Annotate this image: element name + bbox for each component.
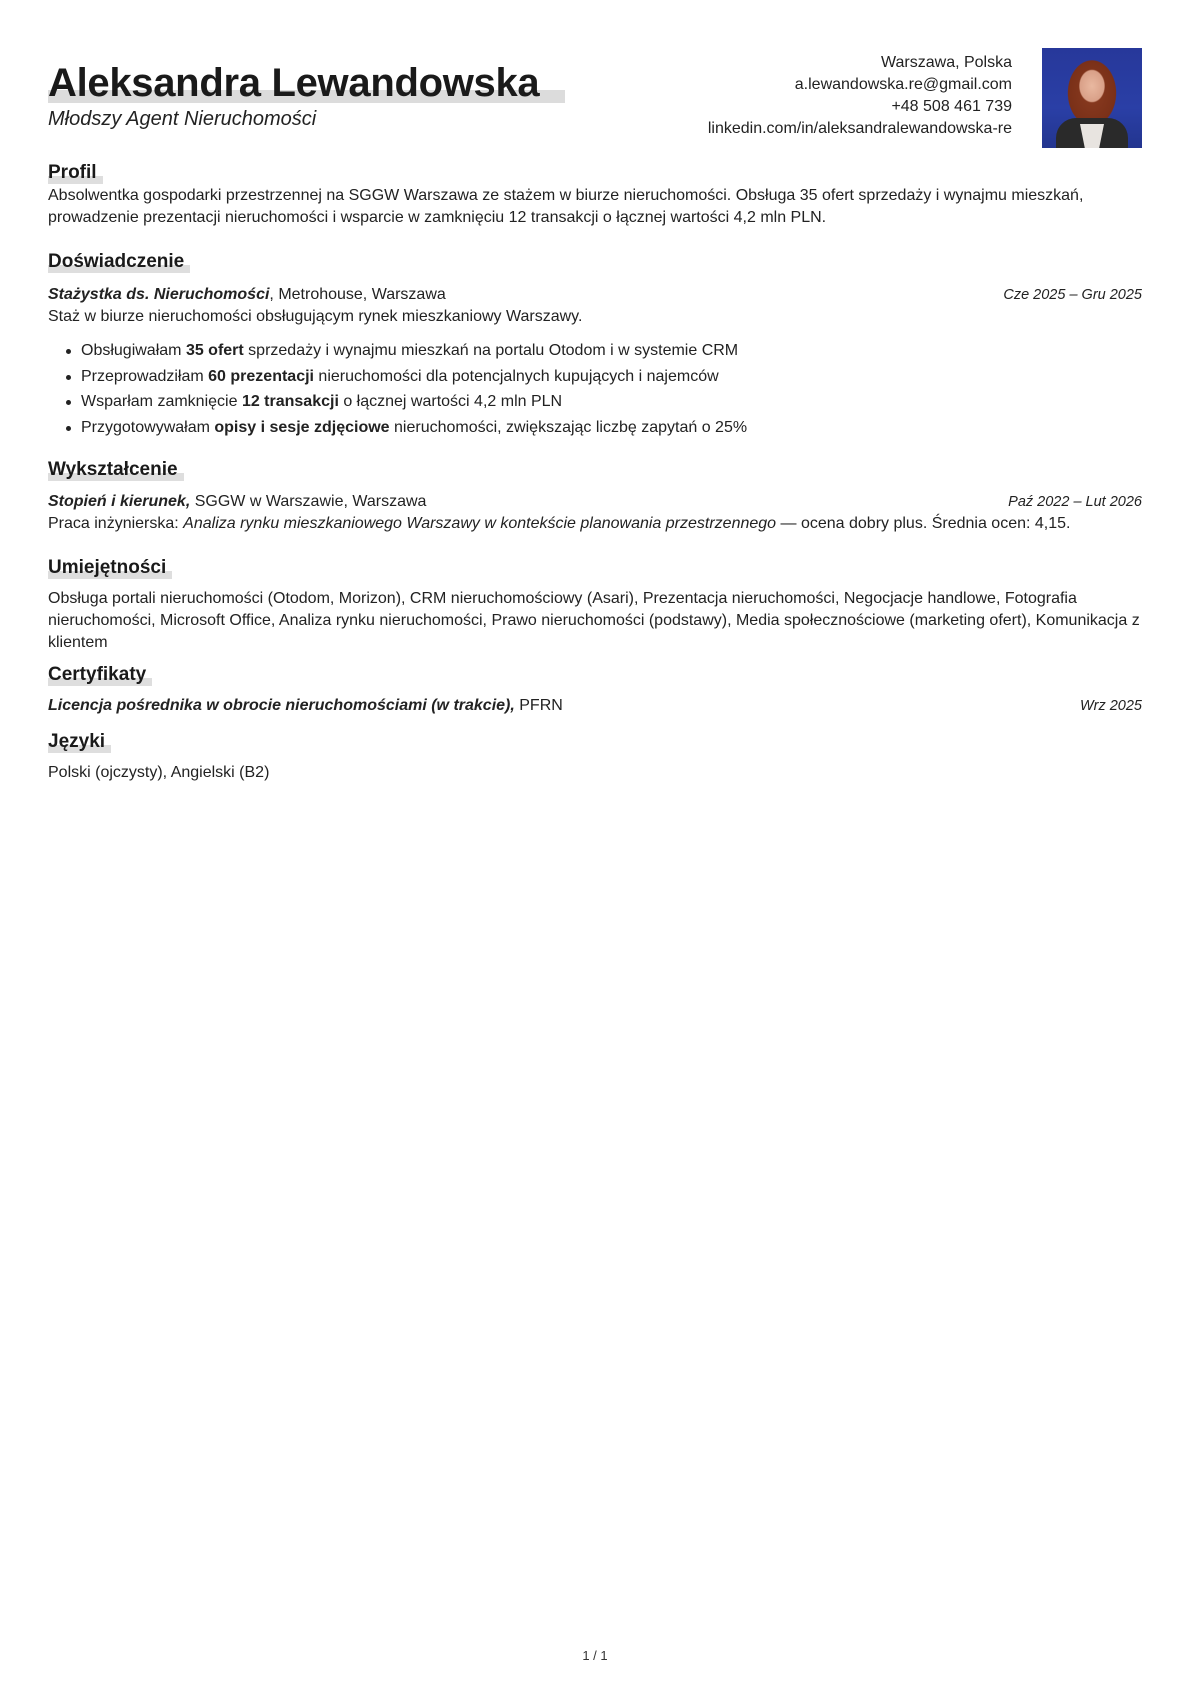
section-languages <box>48 731 1142 784</box>
email-link[interactable]: a.lewandowska.re@gmail.com <box>794 76 1012 93</box>
resume-header <box>48 48 1142 150</box>
certificate-issuer: PFRN <box>514 697 563 714</box>
candidate-name: Aleksandra Lewandowska <box>48 60 565 106</box>
page-number: 1 / 1 <box>582 1648 608 1663</box>
skills-list: Obsługa portali nieruchomości (Otodom, Morizon), CRM nieruchomościowy (Asari), Prezentacja nieruchomości, Negocjacje handlowe, Fotografia nieruchomości, Microsoft Office, Analiza rynku nieruchomości, Prawo nieruchomości (podstawy), Media społecznościowe (marketing ofert), Komunikacja z klientem <box>48 590 1140 651</box>
bullet-item: Przygotowywałam opisy i sesje zdjęciowe nieruchomości, zwiększając liczbę zapytań o 25% <box>48 415 1142 441</box>
experience-company: , Metrohouse, Warszawa <box>269 286 446 303</box>
certificate-name: Licencja pośrednika w obrocie nieruchomościami (w trakcie), <box>48 697 515 714</box>
location: Warszawa, Polska <box>881 54 1012 71</box>
education-dates: Paź 2022 – Lut 2026 <box>1008 494 1142 510</box>
section-title-experience: Doświadczenie <box>48 251 190 273</box>
section-profile <box>48 162 1142 229</box>
contact-info <box>708 52 1012 140</box>
languages-list: Polski (ojczysty), Angielski (B2) <box>48 764 270 781</box>
experience-dates: Cze 2025 – Gru 2025 <box>1003 287 1142 303</box>
bullet-item: Wsparłam zamknięcie 12 transakcji o łącznej wartości 4,2 mln PLN <box>48 389 1142 415</box>
bullet-item: Obsługiwałam 35 ofert sprzedaży i wynajmu mieszkań na portalu Otodom i w systemie CRM <box>48 338 1142 364</box>
bullet-item: Przeprowadziłam 60 prezentacji nieruchomości dla potencjalnych kupujących i najemców <box>48 364 1142 390</box>
section-education <box>48 459 1142 535</box>
section-title-certificates: Certyfikaty <box>48 664 152 686</box>
section-certificates <box>48 664 1142 717</box>
section-title-education: Wykształcenie <box>48 459 184 481</box>
experience-role: Stażystka ds. Nieruchomości <box>48 286 270 303</box>
section-experience <box>48 251 1142 440</box>
education-degree: Stopień i kierunek, <box>48 493 191 510</box>
section-title-profile: Profil <box>48 162 103 184</box>
experience-bullets <box>48 338 1142 440</box>
education-entry-header <box>48 491 1142 513</box>
linkedin-link[interactable]: linkedin.com/in/aleksandralewandowska-re <box>707 120 1012 137</box>
phone: +48 508 461 739 <box>891 98 1012 115</box>
job-title: Młodszy Agent Nieruchomości <box>48 108 317 130</box>
section-title-languages: Języki <box>48 731 111 753</box>
certificate-entry <box>48 695 1142 717</box>
certificate-date: Wrz 2025 <box>1079 698 1142 714</box>
experience-description: Staż w biurze nieruchomości obsługującym rynek mieszkaniowy Warszawy. <box>48 308 583 325</box>
profile-summary: Absolwentka gospodarki przestrzennej na SGGW Warszawa ze stażem w biurze nieruchomości. Obsługa 35 ofert sprzedaży i wynajmu mieszkań, prowadzenie prezentacji nieruchomości i wsparcie w zamknięciu 12 transakcji o łącznej wartości 4,2 mln PLN. <box>48 187 1084 226</box>
section-title-skills: Umiejętności <box>48 557 172 579</box>
profile-photo <box>1042 48 1142 148</box>
education-school: SGGW w Warszawie, Warszawa <box>190 493 427 510</box>
education-thesis: Praca inżynierska: Analiza rynku mieszkaniowego Warszawy w kontekście planowania przestrzennego — ocena dobry plus. Średnia ocen: 4,15. <box>48 515 1071 532</box>
name-block <box>48 60 565 131</box>
section-skills <box>48 557 1142 654</box>
experience-entry-header <box>48 284 1142 306</box>
